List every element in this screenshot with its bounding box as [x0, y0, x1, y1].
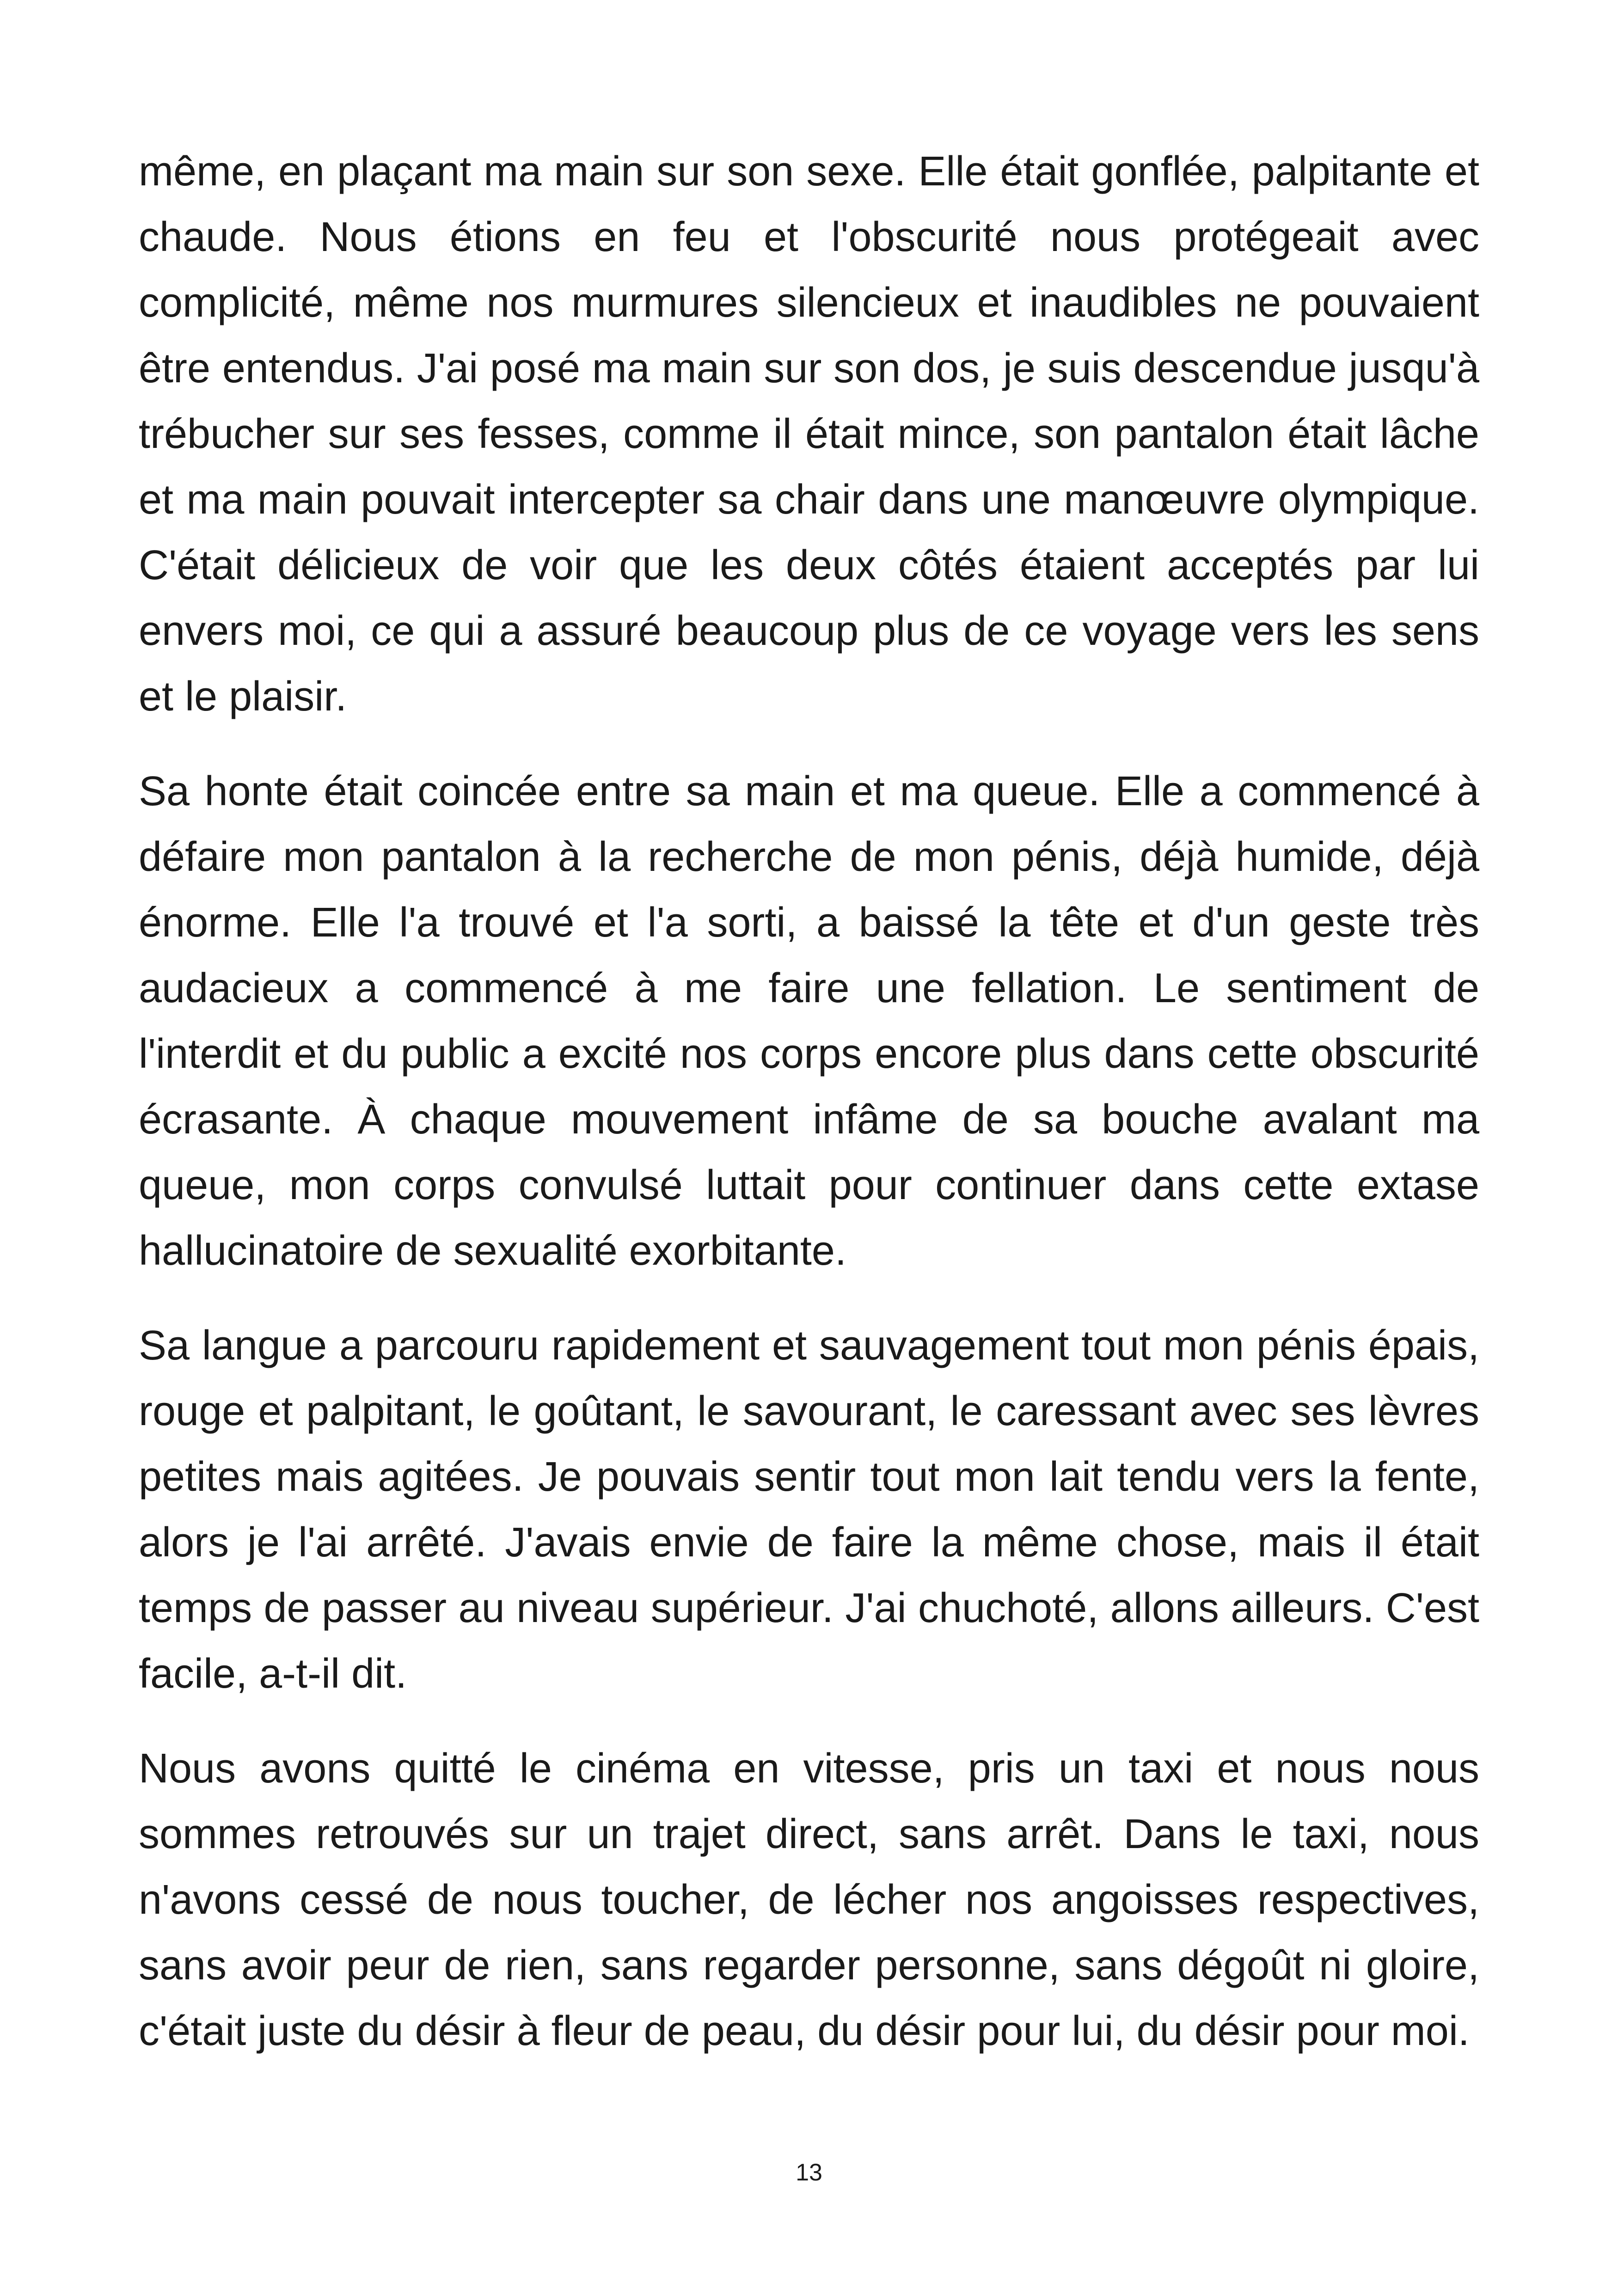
paragraph-1: même, en plaçant ma main sur son sexe. Elle était gonflée, palpitante et chaude. Nous étions en feu et l'obscurité nous protégeait avec complicité, même nos murmures silencieux et inaudibles ne pouvaient être entendus. J'ai posé ma main sur son dos, je suis descendue jusqu'à trébucher sur ses fesses, comme il était mince, son pantalon était lâche et ma main pouvait intercepter sa chair dans une manœuvre olympique. C'était délicieux de voir que les deux côtés étaient acceptés par lui envers moi, ce qui a assuré beaucoup plus de ce voyage vers les sens et le plaisir.	[139, 148, 1479, 720]
paragraph-2: Sa honte était coincée entre sa main et ma queue. Elle a commencé à défaire mon pantalon à la recherche de mon pénis, déjà humide, déjà énorme. Elle l'a trouvé et l'a sorti, a baissé la tête et d'un geste très audacieux a commencé à me faire une fellation. Le sentiment de l'interdit et du public a excité nos corps encore plus dans cette obscurité écrasante. À chaque mouvement infâme de sa bouche avalant ma queue, mon corps convulsé luttait pour continuer dans cette extase hallucinatoire de sexualité exorbitante.	[139, 768, 1479, 1274]
page-number: 13	[796, 2159, 822, 2186]
body-text	[139, 139, 1479, 2064]
paragraph-3: Sa langue a parcouru rapidement et sauvagement tout mon pénis épais, rouge et palpitant, le goûtant, le savourant, le caressant avec ses lèvres petites mais agitées. Je pouvais sentir tout mon lait tendu vers la fente, alors je l'ai arrêté. J'avais envie de faire la même chose, mais il était temps de passer au niveau supérieur. J'ai chuchoté, allons ailleurs. C'est facile, a-t-il dit.	[139, 1322, 1479, 1697]
paragraph-4: Nous avons quitté le cinéma en vitesse, pris un taxi et nous nous sommes retrouvés sur un trajet direct, sans arrêt. Dans le taxi, nous n'avons cessé de nous toucher, de lécher nos angoisses respectives, sans avoir peur de rien, sans regarder personne, sans dégoût ni gloire, c'était juste du désir à fleur de peau, du désir pour lui, du désir pour moi.	[139, 1745, 1479, 2054]
